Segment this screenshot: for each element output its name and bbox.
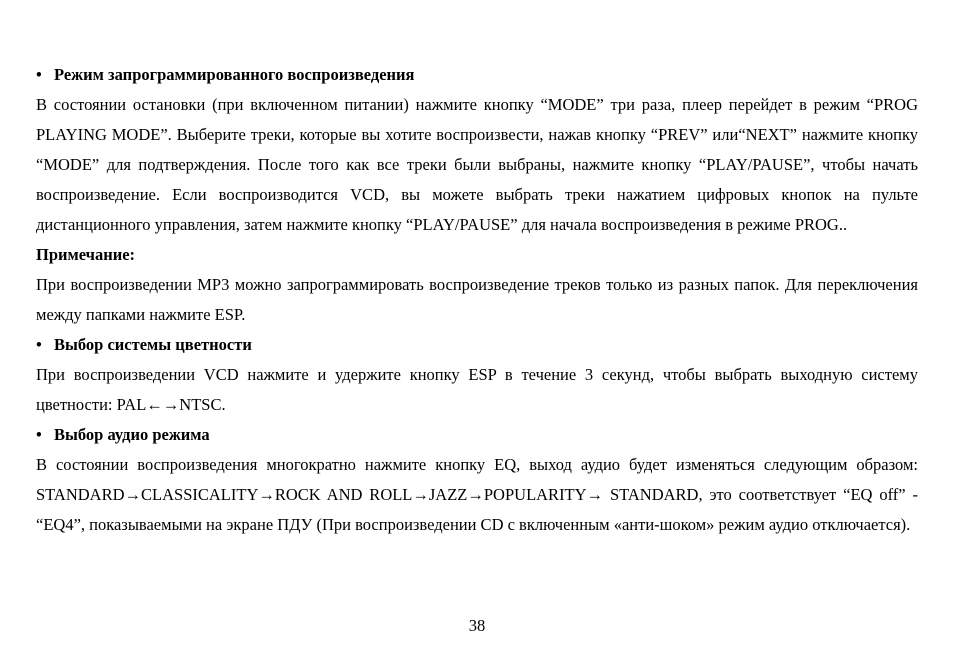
note-title: Примечание: xyxy=(36,245,136,264)
section-heading-color-system xyxy=(36,330,918,360)
document-page xyxy=(36,60,918,540)
note-paragraph: При воспроизведении MP3 можно запрограммировать воспроизведение треков только из разных папок. Для переключения между папками нажмите ESP. xyxy=(36,275,918,324)
heading-text: Режим запрограммированного воспроизведения xyxy=(54,65,415,84)
page-number: 38 xyxy=(468,616,486,635)
heading-text: Выбор системы цветности xyxy=(54,335,252,354)
bullet-icon: • xyxy=(36,65,42,84)
paragraph-prog-mode: В состоянии остановки (при включенном питании) нажмите кнопку “MODE” три раза, плеер перейдет в режим “PROG PLAYING MODE”. Выберите треки, которые вы хотите воспроизвести, нажав кнопку “PREV” или“NEXT” нажмите кнопку “MODE” для подтверждения. После того как все треки были выбраны, нажмите кнопку “PLAY/PAUSE”, чтобы начать воспроизведение. Если воспроизводится VCD, вы можете выбрать треки нажатием цифровых кнопок на пульте дистанционного управления, затем нажмите кнопку “PLAY/PAUSE” для начала воспроизведения в режиме PROG.. xyxy=(36,95,918,234)
section-heading-audio-mode xyxy=(36,420,918,450)
paragraph-audio-mode: В состоянии воспроизведения многократно нажмите кнопку EQ, выход аудио будет изменяться следующим образом: STANDARD→CLASSICALITY→ROCK AND ROLL→JAZZ→POPULARITY→ STANDARD, это соответствует “EQ off” - “EQ4”, показываемыми на экране ПДУ (При воспроизведении CD с включенным «анти-шоком» режим аудио отключается). xyxy=(36,455,918,534)
bullet-icon: • xyxy=(36,335,42,354)
heading-text: Выбор аудио режима xyxy=(54,425,210,444)
section-heading-prog-mode xyxy=(36,60,918,90)
paragraph-color-system: При воспроизведении VCD нажмите и удержите кнопку ESP в течение 3 секунд, чтобы выбрать выходную систему цветности: PAL←→NTSC. xyxy=(36,365,918,414)
bullet-icon: • xyxy=(36,425,42,444)
